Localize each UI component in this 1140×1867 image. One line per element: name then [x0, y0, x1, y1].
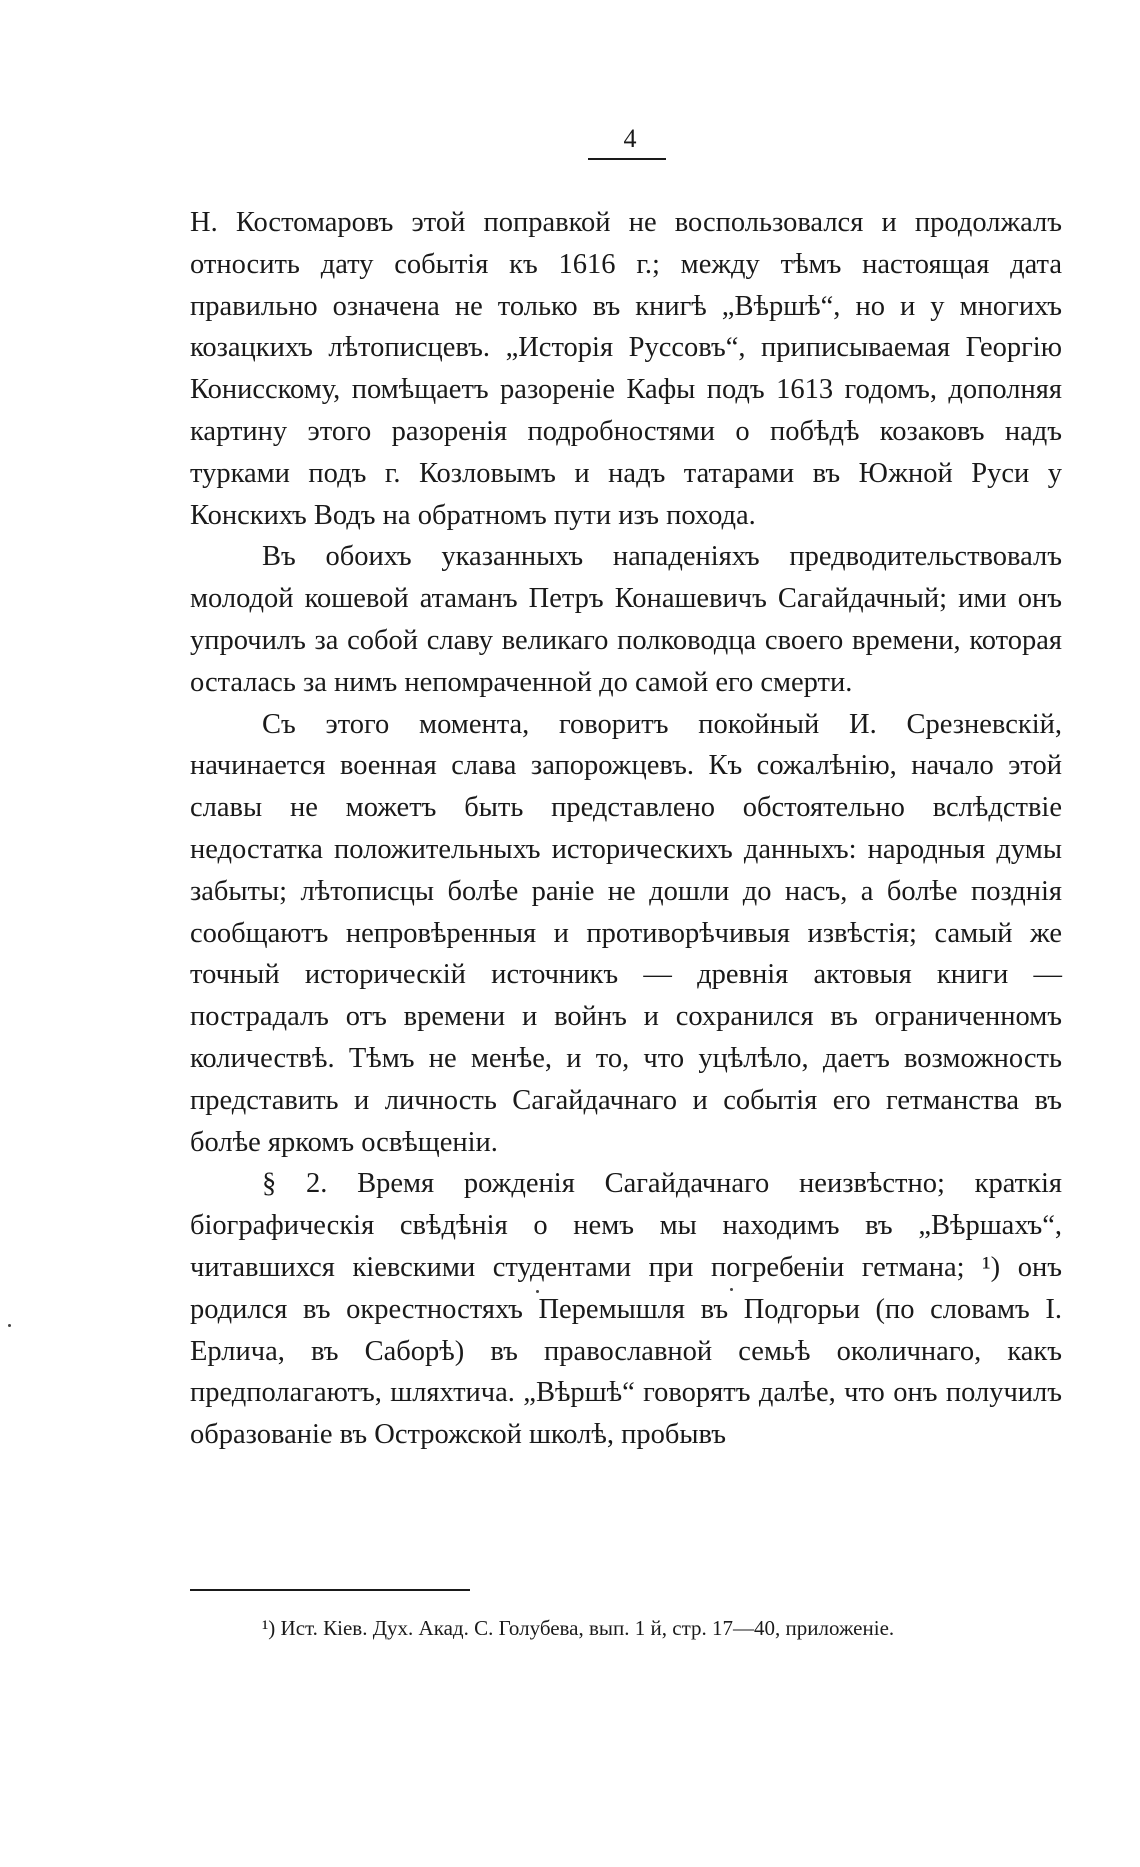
- scan-speck: [8, 1324, 11, 1327]
- page-number-rule: [588, 158, 666, 160]
- paragraph-1: Н. Костомаровъ этой поправкой не воспользовался и продолжалъ относить дату событія къ 1616 г.; между тѣмъ настоящая дата правильно означена не только въ книгѣ „Вѣршѣ“, но и у многихъ козацкихъ лѣтописцевъ. „Исторія Руссовъ“, приписываемая Георгію Конисскому, помѣщаетъ разореніе Кафы подъ 1613 годомъ, дополняя картину этого разоренія подробностями о побѣдѣ козаковъ надъ турками подъ г. Козловымъ и надъ татарами въ Южной Руси у Конскихъ Водъ на обратномъ пути изъ похода.: [190, 207, 1062, 531]
- page-number: 4: [623, 124, 637, 153]
- paragraph-2: Въ обоихъ указанныхъ нападеніяхъ предводительствовалъ молодой кошевой атаманъ Петръ Конашевичъ Сагайдачный; ими онъ упрочилъ за собой славу великаго полководца своего времени, которая осталась за нимъ непомраченной до самой его смерти.: [190, 541, 1062, 698]
- footnote-rule: [190, 1589, 470, 1591]
- paragraph-4: § 2. Время рожденія Сагайдачнаго неизвѣстно; краткія біографическія свѣдѣнія о немъ мы находимъ въ „Вѣршахъ“, читавшихся кіевскими студентами при погребеніи гетмана; ¹) онъ родился въ окрестностяхъ Перемышля въ Подгорьи (по словамъ І. Ерлича, въ Саборѣ) въ православной семьѣ околичнаго, какъ предполагаютъ, шляхтича. „Вѣршѣ“ говорятъ далѣе, что онъ получилъ образованіе въ Острожской школѣ, пробывъ: [190, 1168, 1062, 1451]
- footnote-text: Ист. Кіев. Дух. Акад. С. Голубева, вып. 1 й, стр. 17—40, приложеніе.: [280, 1616, 895, 1640]
- footnote: [262, 1614, 1062, 1642]
- footnote-marker: ¹): [262, 1616, 276, 1640]
- paragraph-3: Съ этого момента, говоритъ покойный И. Срезневскій, начинается военная слава запорожцевъ. Къ сожалѣнію, начало этой славы не можетъ быть представлено обстоятельно вслѣдствіе недостатка положительныхъ историческихъ данныхъ: народныя думы забыты; лѣтописцы болѣе раніе не дошли до насъ, а болѣе позднія сообщаютъ непровѣренныя и противорѣчивыя извѣстія; самый же точный историческій источникъ — древнія актовыя книги — пострадалъ отъ времени и войнъ и сохранился въ ограниченномъ количествѣ. Тѣмъ не менѣе, и то, что уцѣлѣло, даетъ возможность представить и личность Сагайдачнаго и событія его гетманства въ болѣе яркомъ освѣщеніи.: [190, 708, 1062, 1158]
- scan-speck: [730, 1288, 733, 1291]
- scan-speck: [536, 1290, 539, 1293]
- body-text: [190, 202, 1062, 1456]
